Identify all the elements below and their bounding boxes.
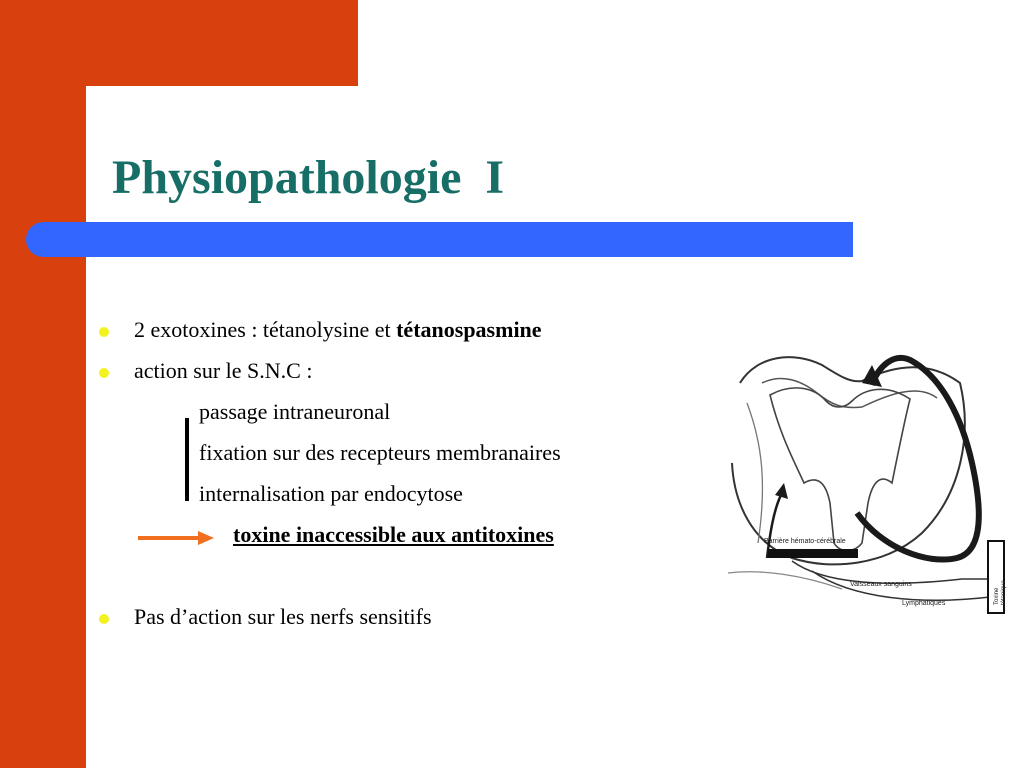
small-arrow-head-icon xyxy=(775,483,788,499)
spinal-cord-diagram xyxy=(722,343,1012,615)
lymph-label: Lymphatiques xyxy=(902,600,946,607)
toxin-label-2: tétanique xyxy=(1001,580,1007,605)
step-passage: passage intraneuronal xyxy=(199,399,391,424)
orange-top-band xyxy=(0,0,358,86)
conclusion-text: toxine inaccessible aux antitoxines xyxy=(233,522,554,547)
bullet-dot-icon xyxy=(99,368,109,378)
bullet-exotoxines-text: 2 exotoxines : tétanolysine et xyxy=(134,317,397,342)
toxin-label-1: Toxine xyxy=(994,587,1000,605)
lower-root-line xyxy=(728,572,842,589)
grey-matter-outline xyxy=(770,388,910,551)
bullet-action-snc: action sur le S.N.C : xyxy=(134,358,313,383)
orange-arrow-icon xyxy=(136,528,216,548)
cord-outline xyxy=(732,357,965,564)
barrier-label: Barrière hémato-cérébrale xyxy=(764,538,846,545)
barrier-bar xyxy=(768,549,858,558)
step-fixation: fixation sur des recepteurs membranaires xyxy=(199,440,561,465)
orange-side-band xyxy=(0,0,86,768)
bullet-exotoxines xyxy=(134,317,542,343)
title-underline-bar xyxy=(26,222,853,257)
bullet-nerfs-sensitifs: Pas d’action sur les nerfs sensitifs xyxy=(134,604,432,629)
bullet-dot-icon xyxy=(99,327,109,337)
steps-bracket xyxy=(185,418,189,501)
step-internalisation: internalisation par endocytose xyxy=(199,481,463,506)
slide-title: Physiopathologie I xyxy=(112,151,505,204)
bullet-exotoxines-bold: tétanospasmine xyxy=(396,317,542,342)
bullet-dot-icon xyxy=(99,614,109,624)
vessels-label: Vaisseaux sanguins xyxy=(850,581,912,588)
